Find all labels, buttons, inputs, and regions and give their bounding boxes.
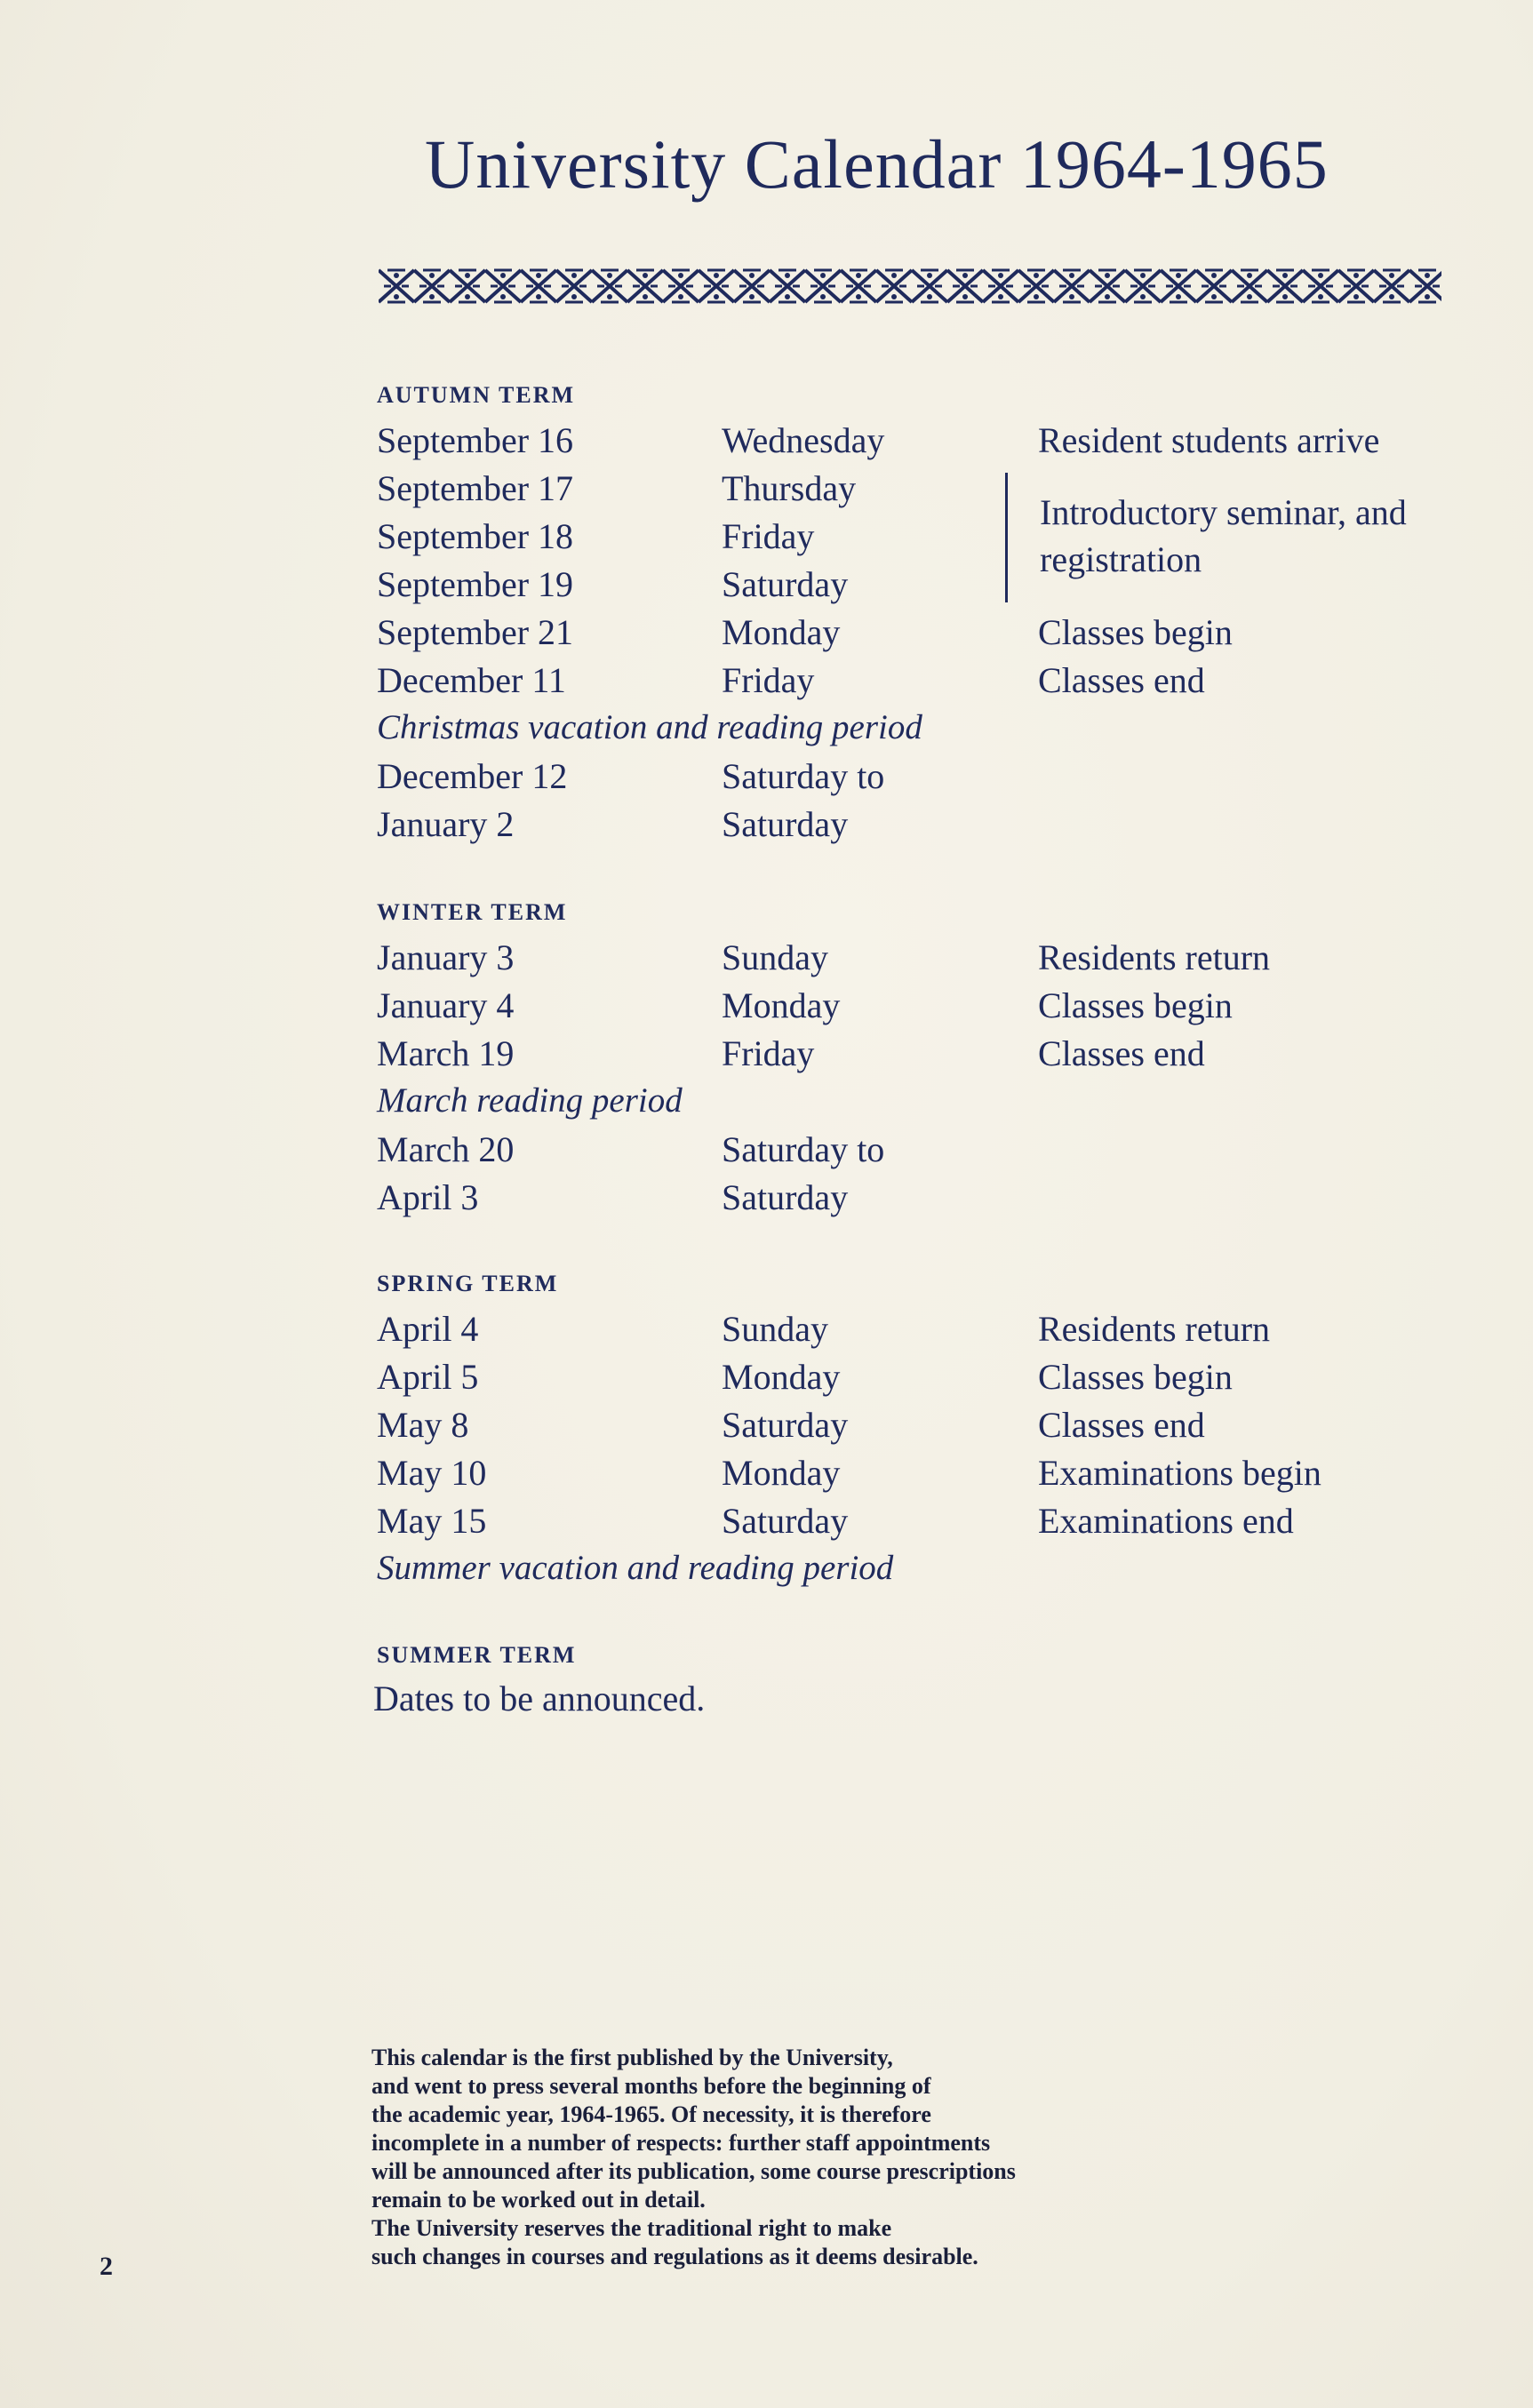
row-date: December 11 [377,660,566,700]
footnote-line: will be announced after its publication, some course prescriptions [371,2158,1016,2184]
row-day: Wednesday [722,420,885,460]
row-date: April 4 [377,1309,479,1349]
section-heading-autumn: AUTUMN TERM [377,382,576,408]
row-date: May 15 [377,1501,487,1541]
row-date: September 16 [377,420,574,460]
row-event: Classes begin [1038,985,1233,1025]
section-heading-spring: SPRING TERM [377,1271,559,1296]
row-event: Examinations end [1038,1501,1294,1541]
row-day: Monday [722,612,841,652]
row-event: Classes end [1038,660,1205,700]
row-day: Saturday [722,564,849,604]
grouped-event-note: Introductory seminar, and registration [1040,492,1407,579]
row-date: May 8 [377,1405,469,1445]
footnote-line: and went to press several months before the beginning of [371,2073,931,2099]
row-day: Saturday [722,1177,849,1217]
bracket-line [1005,473,1008,602]
footnote-line: such changes in courses and regulations as it deems desirable. [371,2244,978,2269]
row-date: March 19 [377,1033,515,1073]
footnote-line: the academic year, 1964-1965. Of necessity, it is therefore [371,2101,931,2127]
row-event: Residents return [1038,1309,1271,1349]
footnote-line: This calendar is the first published by the University, [371,2045,893,2070]
row-day: Saturday to [722,756,885,796]
row-day: Thursday [722,468,857,508]
page-title: University Calendar 1964-1965 [425,125,1329,203]
footnote [371,2044,1225,2271]
row-day: Friday [722,1033,815,1073]
row-day: Friday [722,660,815,700]
row-event: Classes end [1038,1405,1205,1445]
row-date: December 12 [377,756,568,796]
row-day: Sunday [722,1309,828,1349]
row-day: Monday [722,1357,841,1397]
row-event: Resident students arrive [1038,420,1380,460]
row-day: Monday [722,1453,841,1493]
row-date: September 19 [377,564,574,604]
row-date: April 5 [377,1357,479,1397]
row-day: Saturday [722,1405,849,1445]
row-date: April 3 [377,1177,479,1217]
row-date: March 20 [377,1129,515,1169]
footnote-line: remain to be worked out in detail. [371,2187,706,2213]
row-day: Saturday to [722,1129,885,1169]
row-date: September 18 [377,516,574,556]
footnote-line: incomplete in a number of respects: further staff appointments [371,2130,991,2156]
row-date: September 17 [377,468,574,508]
row-date: September 21 [377,612,574,652]
row-date: May 10 [377,1453,487,1493]
decorative-border-ornament [379,265,1441,307]
summer-term-note: Dates to be announced. [373,1678,706,1718]
row-day: Friday [722,516,815,556]
row-event: Classes begin [1038,612,1233,652]
footnote-line: The University reserves the traditional right to make [371,2215,892,2241]
section-heading-summer: SUMMER TERM [377,1642,577,1668]
section-heading-winter: WINTER TERM [377,899,568,925]
row-event: Classes end [1038,1033,1205,1073]
row-event: Residents return [1038,937,1271,977]
row-date: January 3 [377,937,515,977]
page-number: 2 [100,2252,113,2281]
break-period-label: Summer vacation and reading period [377,1549,894,1587]
break-period-label: March reading period [377,1081,683,1120]
row-day: Sunday [722,937,828,977]
row-day: Monday [722,985,841,1025]
row-day: Saturday [722,1501,849,1541]
row-date: January 2 [377,804,515,844]
row-event: Classes begin [1038,1357,1233,1397]
break-period-label: Christmas vacation and reading period [377,708,922,746]
row-date: January 4 [377,985,515,1025]
row-day: Saturday [722,804,849,844]
row-event: Examinations begin [1038,1453,1321,1493]
